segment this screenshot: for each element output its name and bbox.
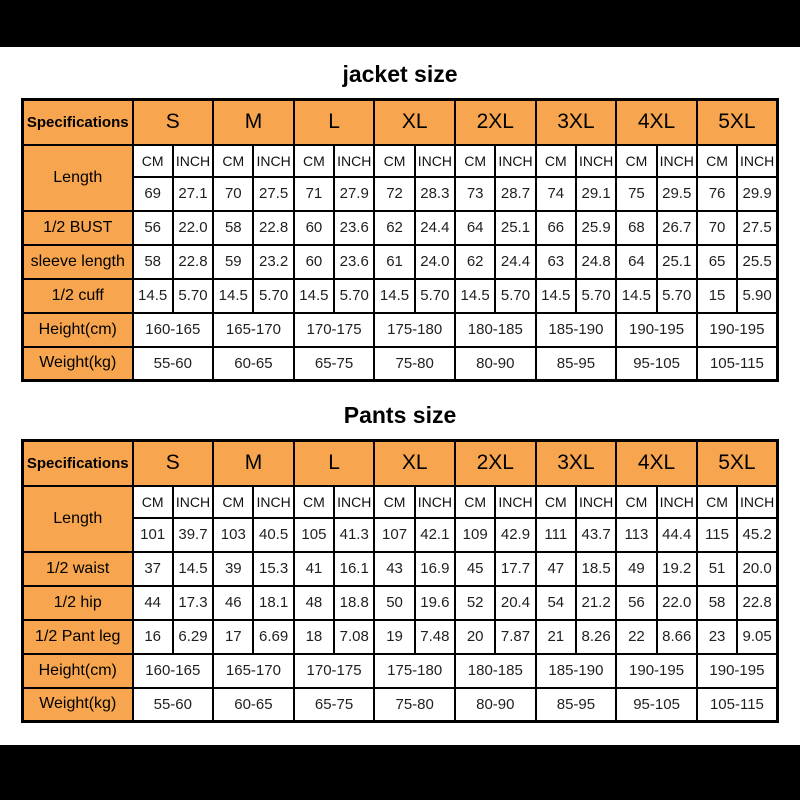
range-cell: 75-80 [374, 347, 455, 381]
data-cell: 7.08 [334, 620, 374, 654]
data-cell: 25.5 [737, 245, 777, 279]
data-cell: 62 [374, 211, 414, 245]
row-label-cell: 1/2 BUST [23, 211, 133, 245]
data-cell: 109 [455, 518, 495, 552]
top-letterbox-band [0, 0, 800, 47]
row-label-cell: 1/2 hip [23, 586, 133, 620]
size-header-cell-s: S [133, 441, 214, 486]
row-label-cell: 1/2 waist [23, 552, 133, 586]
jacket-size-title: jacket size [342, 61, 458, 87]
data-cell: 58 [213, 211, 253, 245]
row-label-cell: sleeve length [23, 245, 133, 279]
data-cell: 22.0 [173, 211, 213, 245]
unit-header-cell: INCH [253, 145, 293, 177]
data-cell: 37 [133, 552, 173, 586]
data-cell: 19 [374, 620, 414, 654]
data-cell: 70 [697, 211, 737, 245]
data-cell: 43 [374, 552, 414, 586]
size-header-cell-5xl: 5XL [697, 441, 778, 486]
data-cell: 60 [294, 245, 334, 279]
data-cell: 14.5 [173, 552, 213, 586]
data-cell: 73 [455, 177, 495, 211]
data-cell: 41 [294, 552, 334, 586]
range-cell: 80-90 [455, 688, 536, 722]
unit-header-cell: INCH [657, 145, 697, 177]
data-cell: 5.70 [334, 279, 374, 313]
data-cell: 23.2 [253, 245, 293, 279]
data-cell: 24.4 [495, 245, 535, 279]
data-cell: 8.26 [576, 620, 616, 654]
unit-header-cell: INCH [737, 145, 777, 177]
size-header-cell-xl: XL [374, 100, 455, 145]
range-cell: 60-65 [213, 347, 294, 381]
data-cell: 17 [213, 620, 253, 654]
unit-header-cell: INCH [173, 145, 213, 177]
data-cell: 22.8 [737, 586, 777, 620]
data-cell: 8.66 [657, 620, 697, 654]
data-cell: 46 [213, 586, 253, 620]
size-header-cell-xl: XL [374, 441, 455, 486]
data-cell: 29.5 [657, 177, 697, 211]
unit-header-cell: INCH [657, 486, 697, 518]
data-cell: 6.69 [253, 620, 293, 654]
data-cell: 15 [697, 279, 737, 313]
data-cell: 29.1 [576, 177, 616, 211]
data-cell: 75 [616, 177, 656, 211]
pants-size-table [21, 439, 779, 723]
range-cell: 170-175 [294, 654, 375, 688]
row-label-cell: Height(cm) [23, 654, 133, 688]
data-cell: 39.7 [173, 518, 213, 552]
data-cell: 58 [697, 586, 737, 620]
range-cell: 175-180 [374, 654, 455, 688]
data-cell: 21.2 [576, 586, 616, 620]
data-cell: 42.9 [495, 518, 535, 552]
data-cell: 62 [455, 245, 495, 279]
data-cell: 24.8 [576, 245, 616, 279]
data-cell: 103 [213, 518, 253, 552]
data-cell: 20.0 [737, 552, 777, 586]
data-cell: 14.5 [455, 279, 495, 313]
data-cell: 6.29 [173, 620, 213, 654]
data-cell: 5.70 [415, 279, 455, 313]
size-header-cell-2xl: 2XL [455, 100, 536, 145]
data-cell: 28.7 [495, 177, 535, 211]
data-cell: 47 [536, 552, 576, 586]
range-cell: 160-165 [133, 313, 214, 347]
row-label-cell: 1/2 cuff [23, 279, 133, 313]
data-cell: 23.6 [334, 211, 374, 245]
data-cell: 42.1 [415, 518, 455, 552]
data-cell: 41.3 [334, 518, 374, 552]
data-cell: 43.7 [576, 518, 616, 552]
size-header-cell-m: M [213, 441, 294, 486]
size-header-cell-5xl: 5XL [697, 100, 778, 145]
range-cell: 55-60 [133, 347, 214, 381]
data-cell: 107 [374, 518, 414, 552]
size-header-cell-2xl: 2XL [455, 441, 536, 486]
data-cell: 14.5 [374, 279, 414, 313]
range-cell: 105-115 [697, 347, 778, 381]
data-cell: 76 [697, 177, 737, 211]
data-cell: 44 [133, 586, 173, 620]
range-cell: 75-80 [374, 688, 455, 722]
unit-header-cell: INCH [415, 145, 455, 177]
data-cell: 115 [697, 518, 737, 552]
data-cell: 22 [616, 620, 656, 654]
size-chart-panel [0, 47, 800, 745]
data-cell: 39 [213, 552, 253, 586]
data-cell: 27.5 [253, 177, 293, 211]
jacket-size-table [21, 98, 779, 382]
data-cell: 54 [536, 586, 576, 620]
unit-header-cell: CM [294, 486, 334, 518]
data-cell: 24.0 [415, 245, 455, 279]
data-cell: 14.5 [616, 279, 656, 313]
unit-header-cell: CM [133, 145, 173, 177]
unit-header-cell: CM [536, 486, 576, 518]
data-cell: 5.90 [737, 279, 777, 313]
data-cell: 14.5 [294, 279, 334, 313]
data-cell: 22.8 [173, 245, 213, 279]
row-label-cell: Length [23, 486, 133, 552]
range-cell: 60-65 [213, 688, 294, 722]
data-cell: 18 [294, 620, 334, 654]
unit-header-cell: CM [697, 486, 737, 518]
data-cell: 20 [455, 620, 495, 654]
data-cell: 19.2 [657, 552, 697, 586]
unit-header-cell: CM [536, 145, 576, 177]
unit-header-cell: INCH [334, 486, 374, 518]
data-cell: 27.9 [334, 177, 374, 211]
size-header-cell-4xl: 4XL [616, 441, 697, 486]
data-cell: 61 [374, 245, 414, 279]
unit-header-cell: INCH [495, 486, 535, 518]
row-label-cell: Weight(kg) [23, 688, 133, 722]
size-header-cell-m: M [213, 100, 294, 145]
unit-header-cell: CM [374, 486, 414, 518]
row-label-cell: Weight(kg) [23, 347, 133, 381]
range-cell: 95-105 [616, 688, 697, 722]
unit-header-cell: INCH [576, 486, 616, 518]
range-cell: 185-190 [536, 313, 617, 347]
range-cell: 55-60 [133, 688, 214, 722]
row-label-cell: 1/2 Pant leg [23, 620, 133, 654]
data-cell: 24.4 [415, 211, 455, 245]
data-cell: 23.6 [334, 245, 374, 279]
range-cell: 85-95 [536, 347, 617, 381]
size-header-cell-l: L [294, 441, 375, 486]
data-cell: 7.48 [415, 620, 455, 654]
data-cell: 69 [133, 177, 173, 211]
data-cell: 23 [697, 620, 737, 654]
range-cell: 180-185 [455, 313, 536, 347]
unit-header-cell: CM [455, 145, 495, 177]
data-cell: 113 [616, 518, 656, 552]
unit-header-cell: INCH [495, 145, 535, 177]
data-cell: 40.5 [253, 518, 293, 552]
data-cell: 7.87 [495, 620, 535, 654]
data-cell: 101 [133, 518, 173, 552]
range-cell: 170-175 [294, 313, 375, 347]
data-cell: 25.1 [657, 245, 697, 279]
row-label-cell: Height(cm) [23, 313, 133, 347]
data-cell: 17.7 [495, 552, 535, 586]
data-cell: 50 [374, 586, 414, 620]
unit-header-cell: INCH [173, 486, 213, 518]
range-cell: 190-195 [697, 313, 778, 347]
data-cell: 14.5 [536, 279, 576, 313]
data-cell: 59 [213, 245, 253, 279]
data-cell: 45.2 [737, 518, 777, 552]
unit-header-cell: INCH [576, 145, 616, 177]
data-cell: 105 [294, 518, 334, 552]
data-cell: 17.3 [173, 586, 213, 620]
data-cell: 49 [616, 552, 656, 586]
range-cell: 160-165 [133, 654, 214, 688]
range-cell: 175-180 [374, 313, 455, 347]
size-header-cell-s: S [133, 100, 214, 145]
unit-header-cell: CM [455, 486, 495, 518]
data-cell: 22.0 [657, 586, 697, 620]
range-cell: 180-185 [455, 654, 536, 688]
range-cell: 190-195 [616, 313, 697, 347]
spec-header-cell: Specifications [23, 100, 133, 145]
range-cell: 190-195 [697, 654, 778, 688]
data-cell: 26.7 [657, 211, 697, 245]
size-header-cell-3xl: 3XL [536, 100, 617, 145]
data-cell: 65 [697, 245, 737, 279]
range-cell: 190-195 [616, 654, 697, 688]
data-cell: 5.70 [576, 279, 616, 313]
range-cell: 165-170 [213, 654, 294, 688]
unit-header-cell: CM [133, 486, 173, 518]
range-cell: 95-105 [616, 347, 697, 381]
data-cell: 52 [455, 586, 495, 620]
data-cell: 27.1 [173, 177, 213, 211]
data-cell: 74 [536, 177, 576, 211]
data-cell: 111 [536, 518, 576, 552]
data-cell: 45 [455, 552, 495, 586]
data-cell: 56 [616, 586, 656, 620]
unit-header-cell: CM [374, 145, 414, 177]
data-cell: 72 [374, 177, 414, 211]
bottom-letterbox-band [0, 745, 800, 800]
data-cell: 5.70 [253, 279, 293, 313]
data-cell: 64 [616, 245, 656, 279]
range-cell: 65-75 [294, 688, 375, 722]
data-cell: 48 [294, 586, 334, 620]
data-cell: 64 [455, 211, 495, 245]
data-cell: 66 [536, 211, 576, 245]
unit-header-cell: CM [213, 145, 253, 177]
data-cell: 28.3 [415, 177, 455, 211]
size-header-cell-l: L [294, 100, 375, 145]
data-cell: 16.1 [334, 552, 374, 586]
range-cell: 85-95 [536, 688, 617, 722]
data-cell: 58 [133, 245, 173, 279]
data-cell: 63 [536, 245, 576, 279]
data-cell: 16 [133, 620, 173, 654]
data-cell: 22.8 [253, 211, 293, 245]
data-cell: 16.9 [415, 552, 455, 586]
range-cell: 185-190 [536, 654, 617, 688]
data-cell: 5.70 [173, 279, 213, 313]
spec-header-cell: Specifications [23, 441, 133, 486]
unit-header-cell: CM [697, 145, 737, 177]
data-cell: 21 [536, 620, 576, 654]
range-cell: 105-115 [697, 688, 778, 722]
data-cell: 51 [697, 552, 737, 586]
data-cell: 14.5 [133, 279, 173, 313]
data-cell: 5.70 [495, 279, 535, 313]
unit-header-cell: CM [616, 145, 656, 177]
unit-header-cell: INCH [334, 145, 374, 177]
range-cell: 80-90 [455, 347, 536, 381]
pants-size-section [0, 401, 800, 723]
data-cell: 60 [294, 211, 334, 245]
data-cell: 56 [133, 211, 173, 245]
size-header-cell-4xl: 4XL [616, 100, 697, 145]
unit-header-cell: CM [294, 145, 334, 177]
unit-header-cell: CM [616, 486, 656, 518]
pants-size-title: Pants size [343, 402, 457, 428]
data-cell: 19.6 [415, 586, 455, 620]
data-cell: 29.9 [737, 177, 777, 211]
data-cell: 15.3 [253, 552, 293, 586]
range-cell: 165-170 [213, 313, 294, 347]
unit-header-cell: INCH [737, 486, 777, 518]
data-cell: 71 [294, 177, 334, 211]
data-cell: 18.5 [576, 552, 616, 586]
range-cell: 65-75 [294, 347, 375, 381]
data-cell: 68 [616, 211, 656, 245]
data-cell: 25.1 [495, 211, 535, 245]
data-cell: 5.70 [657, 279, 697, 313]
data-cell: 20.4 [495, 586, 535, 620]
unit-header-cell: CM [213, 486, 253, 518]
jacket-size-section [0, 60, 800, 382]
data-cell: 18.1 [253, 586, 293, 620]
unit-header-cell: INCH [415, 486, 455, 518]
data-cell: 25.9 [576, 211, 616, 245]
data-cell: 44.4 [657, 518, 697, 552]
data-cell: 9.05 [737, 620, 777, 654]
unit-header-cell: INCH [253, 486, 293, 518]
data-cell: 18.8 [334, 586, 374, 620]
data-cell: 27.5 [737, 211, 777, 245]
data-cell: 70 [213, 177, 253, 211]
data-cell: 14.5 [213, 279, 253, 313]
row-label-cell: Length [23, 145, 133, 211]
size-header-cell-3xl: 3XL [536, 441, 617, 486]
